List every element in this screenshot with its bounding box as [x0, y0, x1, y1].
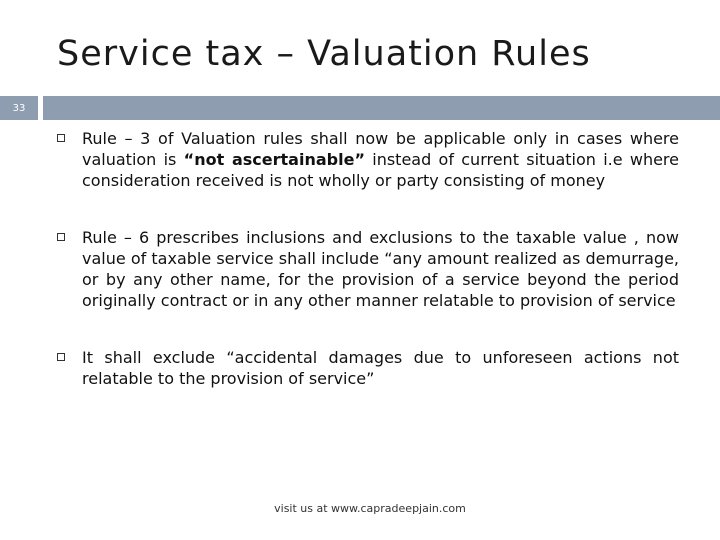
square-bullet-icon	[57, 353, 65, 361]
square-bullet-icon	[57, 233, 65, 241]
bullet-text: Rule – 6 prescribes inclusions and exclusions to the taxable value , now value of taxable service shall include “any amount realized as demurrage, or by any other name, for the provision of a service beyond the period originally contract or in any other manner relatable to provision of service	[82, 228, 679, 310]
bullet-item-exclusion	[57, 347, 679, 389]
bullet-item-rule-3	[57, 128, 679, 191]
header-bar	[43, 96, 720, 120]
bullet-text-before: Rule – 3 of Valuation rules shall now be applicable only in cases where valuation is	[82, 129, 679, 169]
footer-text: visit us at www.capradeepjain.com	[274, 502, 466, 515]
bullet-text-emphasis: “not ascertainable”	[183, 150, 365, 169]
slide-number-box	[0, 96, 38, 120]
bullet-list	[57, 128, 679, 425]
square-bullet-icon	[57, 134, 65, 142]
slide-number: 33	[12, 102, 26, 114]
bullet-item-rule-6	[57, 227, 679, 311]
bullet-text: It shall exclude “accidental damages due to unforeseen actions not relatable to the provision of service”	[82, 348, 679, 388]
slide-title: Service tax – Valuation Rules	[57, 34, 591, 74]
bullet-text-after: instead of current situation i.e where consideration received is not wholly or party consisting of money	[82, 150, 679, 190]
